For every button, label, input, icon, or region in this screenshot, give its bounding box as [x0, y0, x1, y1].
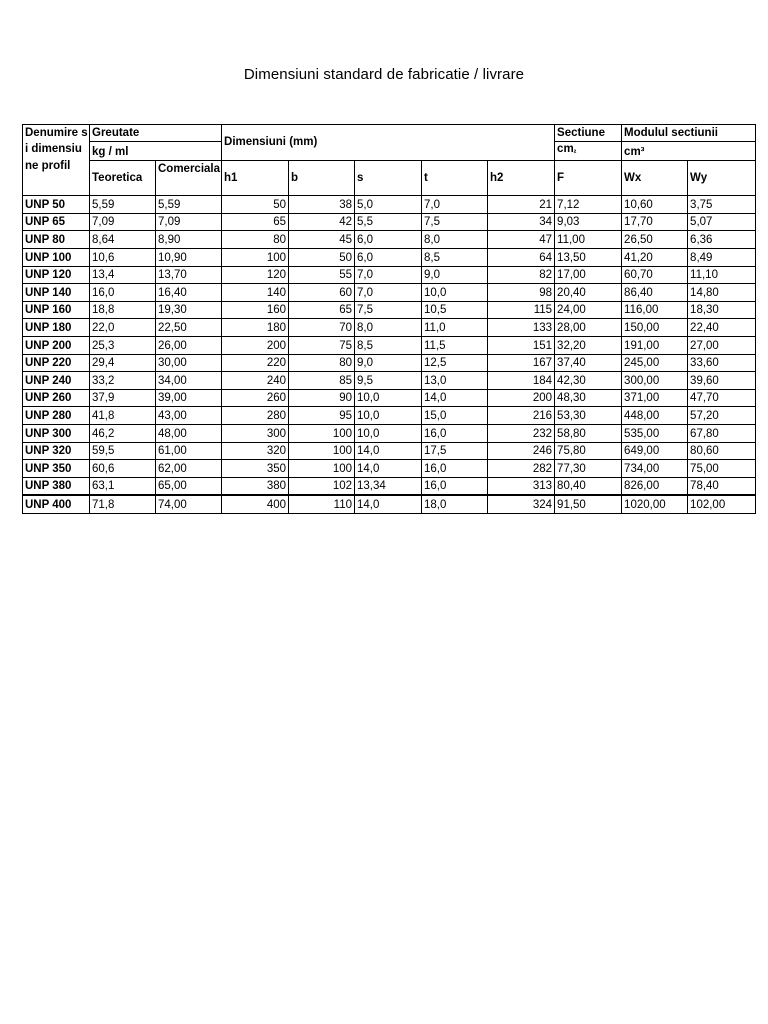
cell-F: 11,00	[555, 231, 622, 249]
cell-comerciala: 22,50	[156, 319, 222, 337]
cell-s: 6,0	[355, 231, 422, 249]
cell-teoretica: 37,9	[90, 389, 156, 407]
cell-h1: 350	[222, 460, 289, 478]
cell-Wx: 150,00	[622, 319, 688, 337]
table-row	[23, 354, 756, 372]
header-modulul: Modulul sectiunii	[622, 125, 756, 142]
header-comerciala: Comerciala	[156, 161, 222, 196]
cell-h2: 246	[488, 442, 555, 460]
cell-name: UNP 220	[23, 354, 90, 372]
cell-h2: 200	[488, 389, 555, 407]
cell-Wy: 8,49	[688, 249, 756, 267]
cell-t: 11,5	[422, 337, 488, 355]
cell-t: 8,5	[422, 249, 488, 267]
table-row	[23, 477, 756, 495]
cell-s: 7,5	[355, 301, 422, 319]
cell-b: 110	[289, 495, 355, 513]
cell-comerciala: 74,00	[156, 495, 222, 513]
cell-comerciala: 61,00	[156, 442, 222, 460]
cell-name: UNP 350	[23, 460, 90, 478]
cell-F: 17,00	[555, 266, 622, 284]
cell-s: 8,5	[355, 337, 422, 355]
cell-F: 24,00	[555, 301, 622, 319]
cell-b: 60	[289, 284, 355, 302]
table-row	[23, 372, 756, 390]
cell-teoretica: 13,4	[90, 266, 156, 284]
cell-s: 10,0	[355, 389, 422, 407]
cell-comerciala: 7,09	[156, 213, 222, 231]
cell-s: 5,5	[355, 213, 422, 231]
cell-Wx: 1020,00	[622, 495, 688, 513]
cell-Wx: 10,60	[622, 196, 688, 214]
header-h1: h1	[222, 161, 289, 196]
cell-F: 58,80	[555, 425, 622, 443]
cell-Wy: 33,60	[688, 354, 756, 372]
cell-h1: 320	[222, 442, 289, 460]
cell-F: 20,40	[555, 284, 622, 302]
cell-s: 7,0	[355, 266, 422, 284]
cell-name: UNP 80	[23, 231, 90, 249]
cell-teoretica: 71,8	[90, 495, 156, 513]
cell-h2: 82	[488, 266, 555, 284]
cell-teoretica: 10,6	[90, 249, 156, 267]
cell-teoretica: 8,64	[90, 231, 156, 249]
header-denumire: Denumire si dimensiune profil	[23, 125, 90, 196]
cell-s: 8,0	[355, 319, 422, 337]
cell-teoretica: 16,0	[90, 284, 156, 302]
cell-s: 5,0	[355, 196, 422, 214]
cell-F: 75,80	[555, 442, 622, 460]
cell-teoretica: 22,0	[90, 319, 156, 337]
cell-b: 100	[289, 442, 355, 460]
cell-teoretica: 41,8	[90, 407, 156, 425]
cell-Wx: 41,20	[622, 249, 688, 267]
cell-t: 16,0	[422, 425, 488, 443]
table-row	[23, 460, 756, 478]
cell-Wy: 6,36	[688, 231, 756, 249]
cell-h2: 184	[488, 372, 555, 390]
cell-h2: 115	[488, 301, 555, 319]
cell-h1: 400	[222, 495, 289, 513]
cell-t: 18,0	[422, 495, 488, 513]
cell-b: 70	[289, 319, 355, 337]
cell-F: 42,30	[555, 372, 622, 390]
cell-teoretica: 60,6	[90, 460, 156, 478]
cell-t: 7,5	[422, 213, 488, 231]
cell-comerciala: 62,00	[156, 460, 222, 478]
cell-t: 7,0	[422, 196, 488, 214]
cell-h1: 100	[222, 249, 289, 267]
table-row	[23, 301, 756, 319]
cell-h2: 98	[488, 284, 555, 302]
cell-F: 32,20	[555, 337, 622, 355]
cell-comerciala: 65,00	[156, 477, 222, 495]
table-row	[23, 284, 756, 302]
cell-t: 17,5	[422, 442, 488, 460]
cell-t: 10,5	[422, 301, 488, 319]
cell-t: 13,0	[422, 372, 488, 390]
cell-F: 13,50	[555, 249, 622, 267]
cell-teoretica: 33,2	[90, 372, 156, 390]
cell-name: UNP 160	[23, 301, 90, 319]
cell-teoretica: 63,1	[90, 477, 156, 495]
cell-t: 14,0	[422, 389, 488, 407]
cell-Wx: 191,00	[622, 337, 688, 355]
cell-h2: 151	[488, 337, 555, 355]
cell-b: 90	[289, 389, 355, 407]
cell-b: 50	[289, 249, 355, 267]
cell-b: 100	[289, 460, 355, 478]
cell-comerciala: 30,00	[156, 354, 222, 372]
cell-t: 16,0	[422, 477, 488, 495]
cell-s: 9,5	[355, 372, 422, 390]
table-row	[23, 495, 756, 513]
cell-F: 80,40	[555, 477, 622, 495]
cell-t: 12,5	[422, 354, 488, 372]
cell-h2: 34	[488, 213, 555, 231]
cell-Wy: 67,80	[688, 425, 756, 443]
page-title: Dimensiuni standard de fabricatie / livrare	[243, 66, 525, 83]
cell-Wx: 734,00	[622, 460, 688, 478]
cell-h2: 64	[488, 249, 555, 267]
header-teoretica: Teoretica	[90, 161, 156, 196]
cell-name: UNP 140	[23, 284, 90, 302]
cell-h2: 282	[488, 460, 555, 478]
cell-t: 15,0	[422, 407, 488, 425]
cell-h1: 65	[222, 213, 289, 231]
cell-Wx: 448,00	[622, 407, 688, 425]
cell-Wy: 39,60	[688, 372, 756, 390]
cell-Wx: 300,00	[622, 372, 688, 390]
cell-b: 85	[289, 372, 355, 390]
cell-b: 80	[289, 354, 355, 372]
cell-Wy: 5,07	[688, 213, 756, 231]
cell-comerciala: 48,00	[156, 425, 222, 443]
cell-h2: 216	[488, 407, 555, 425]
cell-Wx: 26,50	[622, 231, 688, 249]
cell-t: 11,0	[422, 319, 488, 337]
cell-h1: 220	[222, 354, 289, 372]
header-row-1	[23, 125, 756, 142]
cell-b: 102	[289, 477, 355, 495]
cell-name: UNP 400	[23, 495, 90, 513]
table-row	[23, 389, 756, 407]
cell-Wy: 18,30	[688, 301, 756, 319]
cell-name: UNP 300	[23, 425, 90, 443]
header-h2: h2	[488, 161, 555, 196]
cell-Wx: 649,00	[622, 442, 688, 460]
cell-s: 9,0	[355, 354, 422, 372]
cell-s: 6,0	[355, 249, 422, 267]
header-kg-ml: kg / ml	[90, 142, 222, 161]
header-Wx: Wx	[622, 161, 688, 196]
header-cm2-text: cm	[557, 143, 574, 155]
header-cm2	[555, 142, 622, 161]
cell-F: 28,00	[555, 319, 622, 337]
cell-name: UNP 280	[23, 407, 90, 425]
cell-comerciala: 10,90	[156, 249, 222, 267]
cell-comerciala: 13,70	[156, 266, 222, 284]
cell-b: 38	[289, 196, 355, 214]
cell-teoretica: 18,8	[90, 301, 156, 319]
cell-h1: 200	[222, 337, 289, 355]
cell-h2: 232	[488, 425, 555, 443]
cell-comerciala: 39,00	[156, 389, 222, 407]
cell-h2: 313	[488, 477, 555, 495]
cell-Wx: 60,70	[622, 266, 688, 284]
cell-comerciala: 16,40	[156, 284, 222, 302]
header-F: F	[555, 161, 622, 196]
cell-s: 14,0	[355, 495, 422, 513]
cell-name: UNP 260	[23, 389, 90, 407]
cell-teoretica: 29,4	[90, 354, 156, 372]
cell-Wy: 78,40	[688, 477, 756, 495]
header-Wy: Wy	[688, 161, 756, 196]
cell-b: 65	[289, 301, 355, 319]
cell-teoretica: 46,2	[90, 425, 156, 443]
unp-dimensions-table	[22, 124, 756, 514]
cell-t: 8,0	[422, 231, 488, 249]
cell-h1: 160	[222, 301, 289, 319]
cell-F: 37,40	[555, 354, 622, 372]
cell-b: 75	[289, 337, 355, 355]
table-row	[23, 425, 756, 443]
cell-Wx: 86,40	[622, 284, 688, 302]
cell-name: UNP 120	[23, 266, 90, 284]
cell-Wy: 80,60	[688, 442, 756, 460]
header-b: b	[289, 161, 355, 196]
cell-h1: 380	[222, 477, 289, 495]
cell-h1: 180	[222, 319, 289, 337]
table-row	[23, 442, 756, 460]
header-sectiune: Sectiune	[555, 125, 622, 142]
cell-Wx: 371,00	[622, 389, 688, 407]
cell-b: 42	[289, 213, 355, 231]
cell-b: 100	[289, 425, 355, 443]
cell-Wy: 57,20	[688, 407, 756, 425]
cell-t: 9,0	[422, 266, 488, 284]
cell-Wy: 27,00	[688, 337, 756, 355]
cell-h2: 167	[488, 354, 555, 372]
cell-name: UNP 380	[23, 477, 90, 495]
cell-Wy: 47,70	[688, 389, 756, 407]
cell-name: UNP 200	[23, 337, 90, 355]
cell-h1: 50	[222, 196, 289, 214]
cell-h2: 133	[488, 319, 555, 337]
cell-t: 10,0	[422, 284, 488, 302]
cell-s: 7,0	[355, 284, 422, 302]
cell-s: 10,0	[355, 425, 422, 443]
cell-name: UNP 320	[23, 442, 90, 460]
cell-comerciala: 8,90	[156, 231, 222, 249]
cell-Wx: 245,00	[622, 354, 688, 372]
cell-comerciala: 43,00	[156, 407, 222, 425]
cell-Wy: 3,75	[688, 196, 756, 214]
cell-Wy: 102,00	[688, 495, 756, 513]
header-dimensiuni: Dimensiuni (mm)	[222, 125, 555, 161]
header-cm3: cm³	[622, 142, 756, 161]
cell-h1: 260	[222, 389, 289, 407]
cell-Wy: 11,10	[688, 266, 756, 284]
cell-F: 7,12	[555, 196, 622, 214]
table-row	[23, 249, 756, 267]
cell-h1: 280	[222, 407, 289, 425]
cell-comerciala: 19,30	[156, 301, 222, 319]
cell-Wx: 826,00	[622, 477, 688, 495]
table-row	[23, 196, 756, 214]
cell-name: UNP 50	[23, 196, 90, 214]
cell-h1: 140	[222, 284, 289, 302]
cell-Wy: 22,40	[688, 319, 756, 337]
cell-h2: 47	[488, 231, 555, 249]
cell-name: UNP 100	[23, 249, 90, 267]
header-row-3	[23, 161, 756, 196]
cell-Wy: 14,80	[688, 284, 756, 302]
cell-h2: 21	[488, 196, 555, 214]
cell-name: UNP 180	[23, 319, 90, 337]
cell-b: 55	[289, 266, 355, 284]
cell-Wx: 116,00	[622, 301, 688, 319]
table-row	[23, 337, 756, 355]
cell-b: 95	[289, 407, 355, 425]
table-row	[23, 407, 756, 425]
header-s: s	[355, 161, 422, 196]
cell-F: 48,30	[555, 389, 622, 407]
cell-Wx: 535,00	[622, 425, 688, 443]
cell-teoretica: 5,59	[90, 196, 156, 214]
table-row	[23, 231, 756, 249]
cell-h1: 80	[222, 231, 289, 249]
cell-b: 45	[289, 231, 355, 249]
cell-s: 13,34	[355, 477, 422, 495]
cell-comerciala: 34,00	[156, 372, 222, 390]
header-t: t	[422, 161, 488, 196]
cell-teoretica: 59,5	[90, 442, 156, 460]
cell-s: 10,0	[355, 407, 422, 425]
cell-h2: 324	[488, 495, 555, 513]
cell-comerciala: 5,59	[156, 196, 222, 214]
header-greutate: Greutate	[90, 125, 222, 142]
cell-F: 91,50	[555, 495, 622, 513]
cell-teoretica: 7,09	[90, 213, 156, 231]
cell-F: 53,30	[555, 407, 622, 425]
cell-s: 14,0	[355, 460, 422, 478]
table-row	[23, 319, 756, 337]
cell-comerciala: 26,00	[156, 337, 222, 355]
header-cm2-sup: ²	[573, 148, 577, 158]
cell-name: UNP 240	[23, 372, 90, 390]
cell-h1: 240	[222, 372, 289, 390]
cell-h1: 300	[222, 425, 289, 443]
cell-teoretica: 25,3	[90, 337, 156, 355]
cell-Wx: 17,70	[622, 213, 688, 231]
cell-F: 77,30	[555, 460, 622, 478]
cell-F: 9,03	[555, 213, 622, 231]
cell-s: 14,0	[355, 442, 422, 460]
cell-t: 16,0	[422, 460, 488, 478]
cell-name: UNP 65	[23, 213, 90, 231]
table-row	[23, 213, 756, 231]
table-row	[23, 266, 756, 284]
cell-h1: 120	[222, 266, 289, 284]
cell-Wy: 75,00	[688, 460, 756, 478]
